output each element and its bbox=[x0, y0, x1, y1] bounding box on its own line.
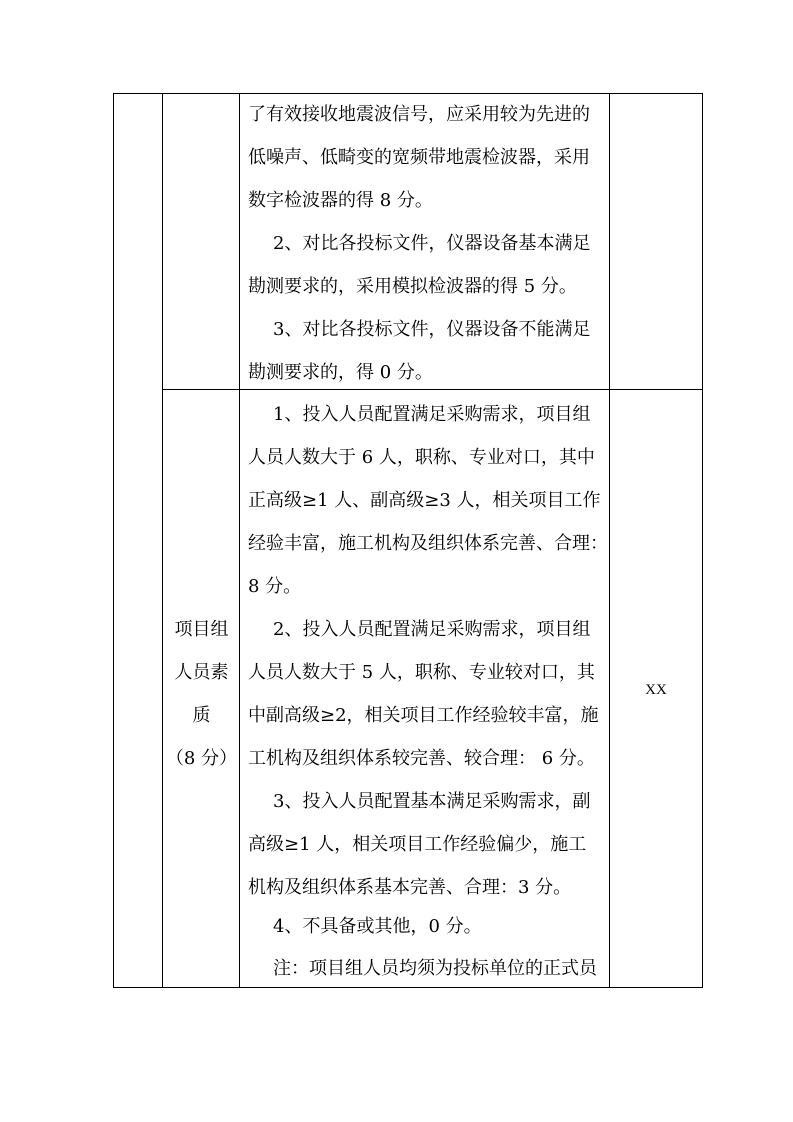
column-divider-3 bbox=[609, 93, 610, 988]
item-label-line: 项目组 bbox=[174, 619, 229, 640]
criteria-line: 注：项目组人员均须为投标单位的正式员 bbox=[273, 958, 597, 979]
criteria-line: 2、投入人员配置满足采购需求，项目组 bbox=[273, 619, 591, 640]
item-label-line: （8 分） bbox=[165, 748, 238, 769]
criteria-line: 了有效接收地震波信号，应采用较为先进的 bbox=[248, 104, 590, 125]
criteria-line: 1、投入人员配置满足采购需求，项目组 bbox=[273, 404, 591, 425]
criteria-line: 数字检波器的得 8 分。 bbox=[248, 190, 433, 211]
item-label-line: 质 bbox=[192, 705, 211, 726]
criteria-line: 3、对比各投标文件，仪器设备不能满足 bbox=[273, 319, 591, 340]
item-label-line: 人员素 bbox=[174, 662, 229, 683]
criteria-line: 勘测要求的，得 0 分。 bbox=[248, 362, 433, 383]
criteria-line: 工机构及组织体系较完善、较合理： 6 分。 bbox=[248, 748, 595, 769]
criteria-line: 3、投入人员配置基本满足采购需求，副 bbox=[273, 791, 591, 812]
criteria-line: 人员人数大于 6 人，职称、专业对口，其中 bbox=[248, 447, 595, 468]
column-divider-1 bbox=[162, 93, 163, 988]
score-value: XX bbox=[645, 682, 667, 698]
criteria-line: 低噪声、低畸变的宽频带地震检波器，采用 bbox=[248, 147, 590, 168]
criteria-line: 经验丰富，施工机构及组织体系完善、合理： bbox=[248, 533, 608, 554]
criteria-line: 机构及组织体系基本完善、合理：3 分。 bbox=[248, 877, 572, 898]
criteria-line: 人员人数大于 5 人，职称、专业较对口，其 bbox=[248, 662, 595, 683]
column-divider-2 bbox=[239, 93, 240, 988]
criteria-line: 高级≥1 人，相关项目工作经验偏少，施工 bbox=[248, 834, 587, 855]
criteria-line: 4、不具备或其他，0 分。 bbox=[273, 916, 482, 937]
criteria-line: 2、对比各投标文件，仪器设备基本满足 bbox=[273, 233, 591, 254]
criteria-line: 中副高级≥2，相关项目工作经验较丰富，施 bbox=[248, 705, 599, 726]
criteria-line: 勘测要求的，采用模拟检波器的得 5 分。 bbox=[248, 276, 577, 297]
row-divider bbox=[162, 389, 703, 390]
criteria-line: 正高级≥1 人、副高级≥3 人，相关项目工作 bbox=[248, 490, 601, 511]
criteria-line: 8 分。 bbox=[248, 576, 302, 597]
